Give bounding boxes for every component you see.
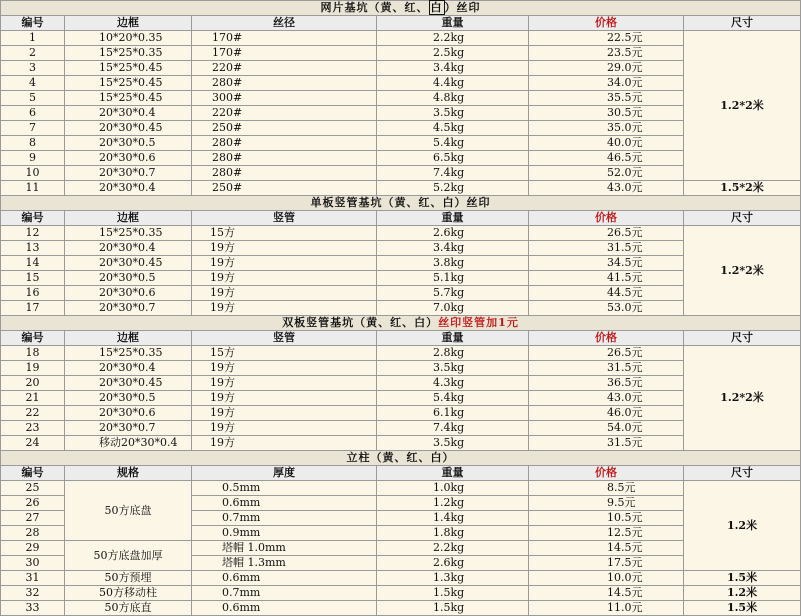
row-weight: 3.5kg <box>377 106 529 121</box>
header-price: 价格 <box>529 16 684 31</box>
section-1-title-boxed: 白 <box>430 1 443 14</box>
section-4-header-row <box>1 466 801 481</box>
row-frame: 20*30*0.4 <box>65 361 192 376</box>
row-weight: 5.2kg <box>377 181 529 196</box>
row-price: 9.5元 <box>529 496 684 511</box>
row-number: 28 <box>1 526 65 541</box>
table-row <box>1 61 801 76</box>
row-wire: 280# <box>192 151 377 166</box>
table-row <box>1 136 801 151</box>
row-frame: 15*25*0.45 <box>65 61 192 76</box>
row-weight: 1.8kg <box>377 526 529 541</box>
header-weight: 重量 <box>377 466 529 481</box>
row-price: 22.5元 <box>529 31 684 46</box>
row-number: 16 <box>1 286 65 301</box>
row-number: 2 <box>1 46 65 61</box>
row-thickness: 0.6mm <box>192 571 377 586</box>
row-pipe: 19方 <box>192 271 377 286</box>
row-frame: 20*30*0.4 <box>65 241 192 256</box>
row-number: 13 <box>1 241 65 256</box>
row-price: 11.0元 <box>529 601 684 616</box>
row-frame: 20*30*0.45 <box>65 256 192 271</box>
group-spec-a: 50方底盘 <box>65 481 192 541</box>
row-weight: 2.2kg <box>377 541 529 556</box>
section-2-header-row <box>1 211 801 226</box>
row-wire: 280# <box>192 136 377 151</box>
row-weight: 6.5kg <box>377 151 529 166</box>
row-weight: 6.1kg <box>377 406 529 421</box>
row-price: 44.5元 <box>529 286 684 301</box>
row-number: 3 <box>1 61 65 76</box>
header-frame: 边框 <box>65 16 192 31</box>
row-number: 11 <box>1 181 65 196</box>
section-3-header-row <box>1 331 801 346</box>
row-pipe: 19方 <box>192 406 377 421</box>
table-row <box>1 286 801 301</box>
row-wire: 170# <box>192 31 377 46</box>
row-number: 14 <box>1 256 65 271</box>
row-weight: 1.2kg <box>377 496 529 511</box>
row-number: 19 <box>1 361 65 376</box>
row-frame: 20*30*0.5 <box>65 391 192 406</box>
row-wire: 280# <box>192 76 377 91</box>
row-pipe: 19方 <box>192 376 377 391</box>
row-thickness: 0.6mm <box>192 601 377 616</box>
header-thickness: 厚度 <box>192 466 377 481</box>
row-price: 43.0元 <box>529 391 684 406</box>
row-wire: 250# <box>192 181 377 196</box>
row-frame: 15*25*0.35 <box>65 46 192 61</box>
row-weight: 1.5kg <box>377 586 529 601</box>
header-weight: 重量 <box>377 16 529 31</box>
row-pipe: 19方 <box>192 301 377 316</box>
row-number: 4 <box>1 76 65 91</box>
row-weight: 2.8kg <box>377 346 529 361</box>
row-size: 1.5米 <box>684 571 801 586</box>
row-frame: 15*25*0.35 <box>65 226 192 241</box>
row-pipe: 19方 <box>192 256 377 271</box>
row-spec: 50方预埋 <box>65 571 192 586</box>
row-weight: 2.6kg <box>377 226 529 241</box>
row-weight: 4.3kg <box>377 376 529 391</box>
row-price: 31.5元 <box>529 361 684 376</box>
header-size: 尺寸 <box>684 466 801 481</box>
row-frame: 20*30*0.6 <box>65 406 192 421</box>
row-weight: 2.6kg <box>377 556 529 571</box>
row-thickness: 0.5mm <box>192 481 377 496</box>
header-size: 尺寸 <box>684 211 801 226</box>
row-price: 26.5元 <box>529 226 684 241</box>
table-row <box>1 151 801 166</box>
table-row <box>1 346 801 361</box>
row-pipe: 15方 <box>192 346 377 361</box>
row-weight: 4.4kg <box>377 76 529 91</box>
table-row <box>1 31 801 46</box>
row-number: 12 <box>1 226 65 241</box>
table-row <box>1 181 801 196</box>
header-weight: 重量 <box>377 331 529 346</box>
header-price: 价格 <box>529 466 684 481</box>
section-3-size: 1.2*2米 <box>684 346 801 451</box>
row-number: 23 <box>1 421 65 436</box>
header-wire: 丝径 <box>192 16 377 31</box>
row-number: 15 <box>1 271 65 286</box>
table-row <box>1 241 801 256</box>
row-price: 35.5元 <box>529 91 684 106</box>
row-number: 22 <box>1 406 65 421</box>
row-number: 8 <box>1 136 65 151</box>
header-size: 尺寸 <box>684 16 801 31</box>
row-price: 23.5元 <box>529 46 684 61</box>
section-1-size: 1.2*2米 <box>684 31 801 181</box>
table-row <box>1 166 801 181</box>
row-number: 31 <box>1 571 65 586</box>
row-weight: 5.4kg <box>377 136 529 151</box>
group-spec-b: 50方底盘加厚 <box>65 541 192 571</box>
row-size: 1.5米 <box>684 601 801 616</box>
row-wire: 170# <box>192 46 377 61</box>
section-2-title: 单板竖管基坑（黄、红、白）丝印 <box>1 196 801 211</box>
section-3-title-row <box>1 316 801 331</box>
header-number: 编号 <box>1 211 65 226</box>
section-1-title-suffix: ）丝印 <box>444 1 481 14</box>
section-3-title-prefix: 双板竖管基坑（黄、红、白） <box>282 316 439 329</box>
row-price: 46.5元 <box>529 151 684 166</box>
table-row <box>1 91 801 106</box>
row-number: 29 <box>1 541 65 556</box>
section-3-title <box>1 316 801 331</box>
row-wire: 300# <box>192 91 377 106</box>
row-number: 18 <box>1 346 65 361</box>
row-number: 20 <box>1 376 65 391</box>
table-row <box>1 271 801 286</box>
row-frame: 20*30*0.4 <box>65 106 192 121</box>
row-weight: 5.4kg <box>377 391 529 406</box>
row-thickness: 0.6mm <box>192 496 377 511</box>
row-frame: 20*30*0.6 <box>65 151 192 166</box>
row-pipe: 19方 <box>192 361 377 376</box>
row-number: 5 <box>1 91 65 106</box>
row-weight: 7.0kg <box>377 301 529 316</box>
section-2-title-row <box>1 196 801 211</box>
row-price: 54.0元 <box>529 421 684 436</box>
row-frame: 20*30*0.45 <box>65 376 192 391</box>
row-thickness: 塔帽 1.0mm <box>192 541 377 556</box>
table-row <box>1 406 801 421</box>
row-number: 24 <box>1 436 65 451</box>
row-price: 14.5元 <box>529 541 684 556</box>
table-row <box>1 391 801 406</box>
row-weight: 3.4kg <box>377 241 529 256</box>
section-1-title-row <box>1 1 801 16</box>
row-pipe: 19方 <box>192 241 377 256</box>
row-price: 14.5元 <box>529 586 684 601</box>
table-row <box>1 361 801 376</box>
row-spec: 50方底直 <box>65 601 192 616</box>
row-weight: 7.4kg <box>377 166 529 181</box>
row-frame: 20*30*0.7 <box>65 301 192 316</box>
header-price: 价格 <box>529 331 684 346</box>
row-number: 25 <box>1 481 65 496</box>
row-weight: 3.5kg <box>377 361 529 376</box>
row-pipe: 19方 <box>192 286 377 301</box>
header-pipe: 竖管 <box>192 331 377 346</box>
header-frame: 边框 <box>65 331 192 346</box>
section-4-size: 1.2米 <box>684 481 801 571</box>
row-weight: 3.8kg <box>377 256 529 271</box>
row-weight: 3.4kg <box>377 61 529 76</box>
header-number: 编号 <box>1 466 65 481</box>
table-row <box>1 301 801 316</box>
row-weight: 4.5kg <box>377 121 529 136</box>
row-weight: 1.4kg <box>377 511 529 526</box>
row-weight: 3.5kg <box>377 436 529 451</box>
row-number: 17 <box>1 301 65 316</box>
table-row <box>1 601 801 616</box>
row-price: 26.5元 <box>529 346 684 361</box>
row-price: 53.0元 <box>529 301 684 316</box>
row-wire: 220# <box>192 61 377 76</box>
row-price: 46.0元 <box>529 406 684 421</box>
section-4-title-row <box>1 451 801 466</box>
section-1-title <box>1 1 801 16</box>
row-price: 10.5元 <box>529 511 684 526</box>
row-pipe: 19方 <box>192 436 377 451</box>
row-thickness: 0.7mm <box>192 511 377 526</box>
row-price: 10.0元 <box>529 571 684 586</box>
row-thickness: 0.9mm <box>192 526 377 541</box>
row-number: 27 <box>1 511 65 526</box>
row-number: 21 <box>1 391 65 406</box>
row-frame: 15*25*0.35 <box>65 346 192 361</box>
row-frame: 10*20*0.35 <box>65 31 192 46</box>
row-weight: 1.0kg <box>377 481 529 496</box>
row-size: 1.2米 <box>684 586 801 601</box>
section-1-header-row <box>1 16 801 31</box>
row-pipe: 19方 <box>192 391 377 406</box>
row-weight: 4.8kg <box>377 91 529 106</box>
row-price: 31.5元 <box>529 241 684 256</box>
section-4-title: 立柱（黄、红、白） <box>1 451 801 466</box>
header-spec: 规格 <box>65 466 192 481</box>
row-frame: 20*30*0.5 <box>65 271 192 286</box>
table-row <box>1 76 801 91</box>
row-wire: 220# <box>192 106 377 121</box>
table-row <box>1 226 801 241</box>
row-frame: 20*30*0.7 <box>65 421 192 436</box>
row-number: 7 <box>1 121 65 136</box>
row-price: 12.5元 <box>529 526 684 541</box>
row-price: 31.5元 <box>529 436 684 451</box>
header-weight: 重量 <box>377 211 529 226</box>
row-frame: 20*30*0.4 <box>65 181 192 196</box>
table-row <box>1 586 801 601</box>
table-row <box>1 541 801 556</box>
row-price: 41.5元 <box>529 271 684 286</box>
row-price: 34.5元 <box>529 256 684 271</box>
table-row <box>1 106 801 121</box>
header-pipe: 竖管 <box>192 211 377 226</box>
row-weight: 2.2kg <box>377 31 529 46</box>
row-price: 52.0元 <box>529 166 684 181</box>
row-price: 8.5元 <box>529 481 684 496</box>
row-wire: 250# <box>192 121 377 136</box>
row-frame: 20*30*0.6 <box>65 286 192 301</box>
row-price: 30.5元 <box>529 106 684 121</box>
row-price: 17.5元 <box>529 556 684 571</box>
row-frame: 20*30*0.45 <box>65 121 192 136</box>
row-price: 29.0元 <box>529 61 684 76</box>
table-row <box>1 46 801 61</box>
row-number: 26 <box>1 496 65 511</box>
row-frame: 15*25*0.45 <box>65 76 192 91</box>
row-price: 35.0元 <box>529 121 684 136</box>
header-number: 编号 <box>1 16 65 31</box>
row-spec: 50方移动柱 <box>65 586 192 601</box>
row-weight: 5.1kg <box>377 271 529 286</box>
row-thickness: 塔帽 1.3mm <box>192 556 377 571</box>
section-3-title-note: 丝印竖管加1元 <box>438 316 519 329</box>
row-weight: 5.7kg <box>377 286 529 301</box>
row-weight: 7.4kg <box>377 421 529 436</box>
row-price: 34.0元 <box>529 76 684 91</box>
row-thickness: 0.7mm <box>192 586 377 601</box>
row-pipe: 15方 <box>192 226 377 241</box>
row-frame: 20*30*0.5 <box>65 136 192 151</box>
row-number: 10 <box>1 166 65 181</box>
row-wire: 280# <box>192 166 377 181</box>
row-weight: 1.5kg <box>377 601 529 616</box>
row-frame: 移动20*30*0.4 <box>65 436 192 451</box>
table-row <box>1 376 801 391</box>
row-number: 9 <box>1 151 65 166</box>
header-number: 编号 <box>1 331 65 346</box>
row-frame: 15*25*0.45 <box>65 91 192 106</box>
row-pipe: 19方 <box>192 421 377 436</box>
row-price: 36.5元 <box>529 376 684 391</box>
table-row <box>1 421 801 436</box>
header-size: 尺寸 <box>684 331 801 346</box>
section-2-size: 1.2*2米 <box>684 226 801 316</box>
row-frame: 20*30*0.7 <box>65 166 192 181</box>
section-1-title-prefix: 网片基坑（黄、红、 <box>320 1 429 14</box>
row-number: 1 <box>1 31 65 46</box>
row-number: 33 <box>1 601 65 616</box>
row-weight: 2.5kg <box>377 46 529 61</box>
row-price: 43.0元 <box>529 181 684 196</box>
header-price: 价格 <box>529 211 684 226</box>
table-row <box>1 121 801 136</box>
table-row <box>1 436 801 451</box>
table-row <box>1 571 801 586</box>
table-row <box>1 481 801 496</box>
header-frame: 边框 <box>65 211 192 226</box>
row-number: 32 <box>1 586 65 601</box>
row-number: 30 <box>1 556 65 571</box>
row-price: 40.0元 <box>529 136 684 151</box>
row-number: 6 <box>1 106 65 121</box>
table-row <box>1 256 801 271</box>
row-weight: 1.3kg <box>377 571 529 586</box>
row-size: 1.5*2米 <box>684 181 801 196</box>
